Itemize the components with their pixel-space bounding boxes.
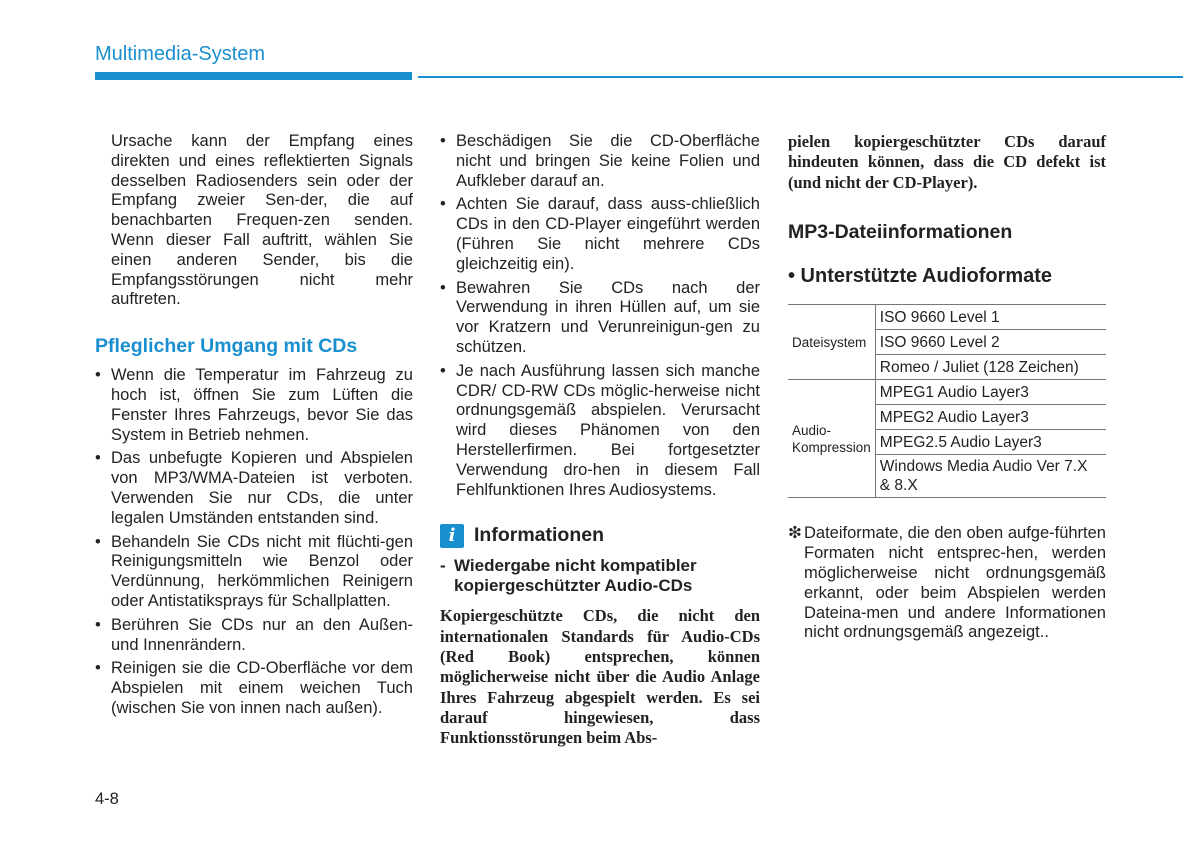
table-cell: MPEG2 Audio Layer3 xyxy=(875,405,1106,430)
header-bar-thin xyxy=(418,76,1183,78)
info-title: Informationen xyxy=(474,524,604,547)
table-category-audio: Audio-Kompression xyxy=(788,380,875,498)
intro-paragraph: Ursache kann der Empfang eines direkten und eines reflektierten Signals desselben Radiosenders sein oder der Empfang zweier Sen-der, die auf benachbarten Frequen-zen senden. Wenn dieser Fall auftritt, wählen Sie einen anderen Sender, bis die Empfangsstörungen nicht mehr auftreten. xyxy=(111,132,413,309)
cd-care-list xyxy=(95,366,413,719)
cd-care-list-continued xyxy=(440,132,760,500)
audio-formats-heading: • Unterstützte Audioformate xyxy=(788,264,1053,287)
table-cell: MPEG1 Audio Layer3 xyxy=(875,380,1106,405)
column-middle xyxy=(440,132,760,748)
info-box-header xyxy=(440,524,760,548)
page-number: 4-8 xyxy=(95,790,119,808)
note-symbol-icon: ❇ xyxy=(788,524,802,543)
list-item: • Je nach Ausführung lassen sich manche CDR/ CD-RW CDs möglic-herweise nicht ordnungsgemäß abspielen. Verursacht wird dieses Phänomen von den Herstellerfirmen. Bei fortgesetzter Verwendung dro-hen in diesem Fall Fehlfunktionen Ihres Audiosystems. xyxy=(440,362,760,501)
note-text: Dateiformate, die den oben aufge-führten Formaten nicht entsprec-hen, werden möglicherweise nicht ordnungsgemäß erkannt, oder beim Abspielen werden Dateina-men und andere Informationen nicht ordnungsgemäß angezeigt.. xyxy=(804,524,1106,642)
list-item: • Bewahren Sie CDs nach der Verwendung in ihren Hüllen auf, um sie vor Kratzern und Verunreinigun-gen zu schützen. xyxy=(440,279,760,358)
table-cell: Romeo / Juliet (128 Zeichen) xyxy=(875,355,1106,380)
list-item: • Das unbefugte Kopieren und Abspielen von MP3/WMA-Dateien ist verboten. Verwenden Sie nur CDs, die unter legalen Umständen entstanden sind. xyxy=(95,449,413,528)
list-item: • Wenn die Temperatur im Fahrzeug zu hoch ist, öffnen Sie zum Lüften die Fenster Ihres Fahrzeugs, bevor Sie das System in Betrieb nehmen. xyxy=(95,366,413,445)
list-item: • Behandeln Sie CDs nicht mit flüchti-gen Reinigungsmitteln wie Benzol oder Verdünnung, herkömmlichen Reinigern oder Antistatiksprays für Schallplatten. xyxy=(95,533,413,612)
info-subheading xyxy=(440,556,760,596)
table-row xyxy=(788,380,1106,405)
list-item: • Berühren Sie CDs nur an den Außen- und Innenrändern. xyxy=(95,616,413,656)
dash-marker: - xyxy=(440,556,446,576)
table-cell: ISO 9660 Level 2 xyxy=(875,330,1106,355)
list-item: • Achten Sie darauf, dass auss-chließlich CDs in den CD-Player eingeführt werden (Führen Sie nicht mehrere CDs gleichzeitig ein). xyxy=(440,195,760,274)
table-cell: Windows Media Audio Ver 7.X & 8.X xyxy=(875,455,1106,498)
column-left xyxy=(95,132,413,723)
table-category-dateisystem: Dateisystem xyxy=(788,305,875,380)
column-right xyxy=(788,132,1106,643)
info-body-continued: pielen kopiergeschützter CDs darauf hindeuten können, dass die CD defekt ist (und nicht der CD-Player). xyxy=(788,132,1106,192)
formats-table xyxy=(788,304,1106,498)
table-cell: MPEG2.5 Audio Layer3 xyxy=(875,430,1106,455)
table-row xyxy=(788,305,1106,330)
format-note xyxy=(788,524,1106,643)
section-title: Multimedia-System xyxy=(95,43,266,65)
cd-care-heading: Pfleglicher Umgang mit CDs xyxy=(95,335,358,358)
list-item: • Reinigen sie die CD-Oberfläche vor dem Abspielen mit einem weichen Tuch (wischen Sie von innen nach außen). xyxy=(95,659,413,718)
info-subheading-text: Wiedergabe nicht kompatibler kopiergeschützter Audio-CDs xyxy=(454,556,697,596)
info-body: Kopiergeschützte CDs, die nicht den internationalen Standards für Audio-CDs (Red Book) entsprechen, können möglicherweise nicht über die Audio Anlage Ihres Fahrzeug abgespielt werden. Es sei darauf hingewiesen, dass Funktionsstörungen beim Abs- xyxy=(440,606,760,748)
info-icon: i xyxy=(440,524,464,548)
header-bar-thick xyxy=(95,72,412,80)
list-item: • Beschädigen Sie die CD-Oberfläche nicht und bringen Sie keine Folien und Aufkleber darauf an. xyxy=(440,132,760,191)
mp3-heading: MP3-Dateiinformationen xyxy=(788,220,1013,243)
table-cell: ISO 9660 Level 1 xyxy=(875,305,1106,330)
